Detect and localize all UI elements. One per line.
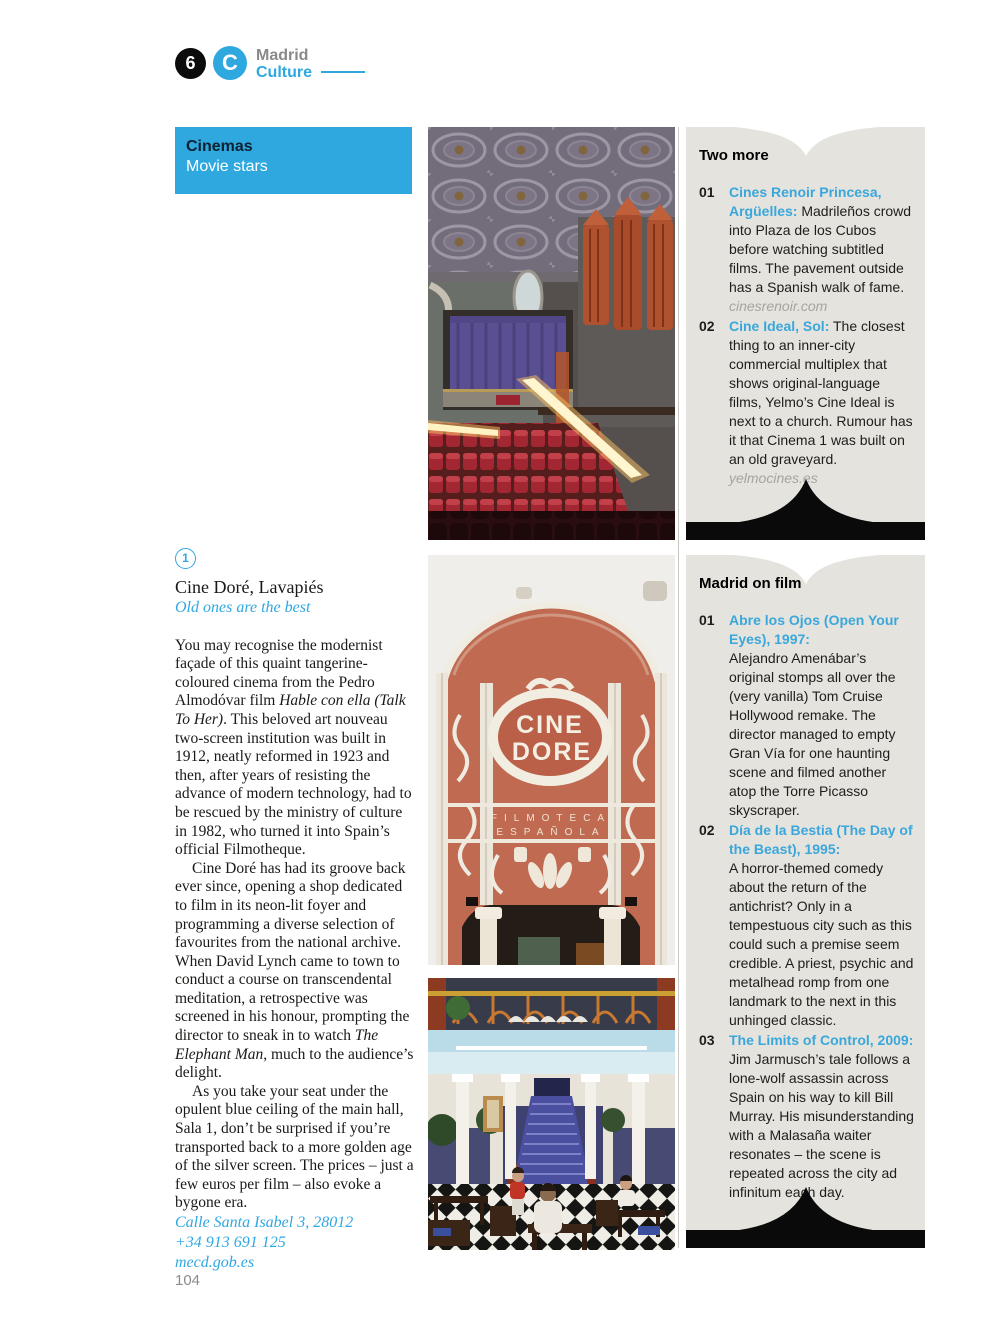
bracket-spike-icon — [731, 479, 881, 523]
issue-number-badge: 6 — [175, 48, 206, 79]
headline-title: Cinemas — [186, 138, 253, 155]
entry-link[interactable]: cinesrenoir.com — [729, 298, 828, 314]
entry-title: Cines Renoir Princesa, Argüelles: — [729, 184, 882, 219]
article-contact — [175, 1213, 417, 1273]
entry-text — [729, 1031, 915, 1202]
article-paragraph: As you take your seat under the opulent blue ceiling of the main hall, Sala 1, don’t be surprised if you’re transported back to a more golden age of the silver screen. The prices – just a few euros per film – also evoke a bygone era. — [175, 1082, 414, 1212]
city-label: Madrid — [256, 47, 309, 64]
article-address: Calle Santa Isabel 3, 28012 — [175, 1214, 354, 1231]
section-rule — [321, 71, 365, 73]
photo-cine-dore-main-hall — [428, 127, 675, 540]
entry-number: 01 — [699, 612, 715, 628]
entry-title: Cine Ideal, Sol: — [729, 318, 830, 334]
sidebar-box-madrid-on-film — [686, 555, 925, 1230]
entry-title: Abre los Ojos (Open Your Eyes), 1997: — [729, 612, 899, 647]
entry-number: 03 — [699, 1032, 715, 1048]
entry-body: A horror-themed comedy about the return of the antichrist? Only in a tempestuous city such as this could such a premise seem credible. A priest, psychic and metalhead romp from one landmark to the next in this unhinged classic. — [729, 860, 914, 1028]
sidebar-title: Two more — [699, 147, 769, 164]
entry-number: 01 — [699, 184, 715, 200]
black-bar — [686, 1230, 925, 1248]
article-index-badge: 1 — [175, 548, 196, 569]
article-title: Cine Doré, Lavapiés — [175, 577, 324, 597]
entry-body: Jim Jarmusch’s tale follows a lone-wolf assassin across Spain on his way to kill Bill Murray. His misunderstanding with a Malasaña waiter resonates – the scene is repeated across the city ad infinitum each day. — [729, 1051, 914, 1200]
entry-number: 02 — [699, 822, 715, 838]
bracket-notch-icon — [721, 554, 891, 584]
page-number: 104 — [175, 1272, 201, 1289]
entry-body: The closest thing to an inner-city commercial multiplex that shows original-language films, Yelmo’s Cine Ideal is next to a church. Rumour has it that Cinema 1 was built on an old graveyard. — [729, 318, 913, 467]
article-standfirst: Old ones are the best — [175, 599, 311, 616]
sidebar-title: Madrid on film — [699, 575, 802, 592]
entry-link[interactable]: yelmocines.es — [729, 470, 818, 486]
culture-badge-icon: C — [213, 46, 247, 80]
sidebar-box-two-more — [686, 127, 925, 522]
organ-pipes — [583, 197, 673, 330]
list-item — [699, 821, 915, 1030]
article-website[interactable]: mecd.gob.es — [175, 1254, 255, 1271]
headline-box — [175, 127, 412, 194]
photo-cine-dore-cafe — [428, 978, 675, 1250]
entry-text — [729, 821, 915, 1030]
bracket-spike-icon — [731, 1187, 881, 1231]
entry-body: Madrileños crowd into Plaza de los Cubos before watching subtitled films. The pavement outside has a Spanish walk of fame. — [729, 203, 912, 295]
svg-text:ESPAÑOLA: ESPAÑOLA — [496, 827, 606, 838]
article-paragraph: You may recognise the modernist façade of this quaint tangerine-coloured cinema from the Pedro Almodóvar film Hable con ella (Talk To Her). This beloved art nouveau two-screen institution was built in 1912, neatly reformed in 1923 and then, after years of resisting the advance of modern technology, had to be rescued by the ministry of culture in 1982, who turned it into Spain’s official Filmotheque. — [175, 636, 412, 859]
article-paragraph: Cine Doré has had its groove back ever since, opening a shop dedicated to film in its neon-lit foyer and programming a diverse selection of favourites from the national archive. When David Lynch came to town to conduct a course on transcendental meditation, a retrospective was screened in his honour, prompting the director to sneak in to watch The Elephant Man, much to the audience’s delight. — [175, 859, 414, 1082]
entry-title: Día de la Bestia (The Day of the Beast), 1995: — [729, 822, 913, 857]
svg-text:DORE: DORE — [511, 738, 593, 766]
sidebar-divider — [678, 127, 679, 1248]
list-item — [699, 317, 915, 488]
upper-balcony — [428, 978, 675, 1030]
list-item — [699, 183, 915, 316]
entry-text — [729, 317, 915, 488]
black-bar — [686, 522, 925, 540]
entry-text — [729, 183, 915, 316]
article-cine-dore — [175, 548, 417, 1273]
bracket-notch-icon — [721, 126, 891, 156]
list-item — [699, 611, 915, 820]
list-item — [699, 1031, 915, 1202]
section-label: Culture — [256, 64, 312, 81]
svg-text:FILMOTECA: FILMOTECA — [490, 813, 612, 824]
svg-text:CINE: CINE — [516, 711, 584, 739]
entry-text — [729, 611, 915, 820]
entry-number: 02 — [699, 318, 715, 334]
entrance — [462, 897, 640, 965]
entry-body: Alejandro Amenábar’s original stomps all over the (very vanilla) Tom Cruise Hollywood remake. The director managed to empty Gran Vía for one haunting scene and filmed another atop the Torre Picasso skyscraper. — [729, 650, 896, 818]
lightwell-ceiling — [428, 1030, 675, 1074]
headline-subtitle: Movie stars — [186, 158, 268, 175]
page-header — [256, 47, 312, 81]
entry-title: The Limits of Control, 2009: — [729, 1032, 914, 1048]
article-phone: +34 913 691 125 — [175, 1234, 286, 1251]
photo-cine-dore-facade — [428, 555, 675, 965]
